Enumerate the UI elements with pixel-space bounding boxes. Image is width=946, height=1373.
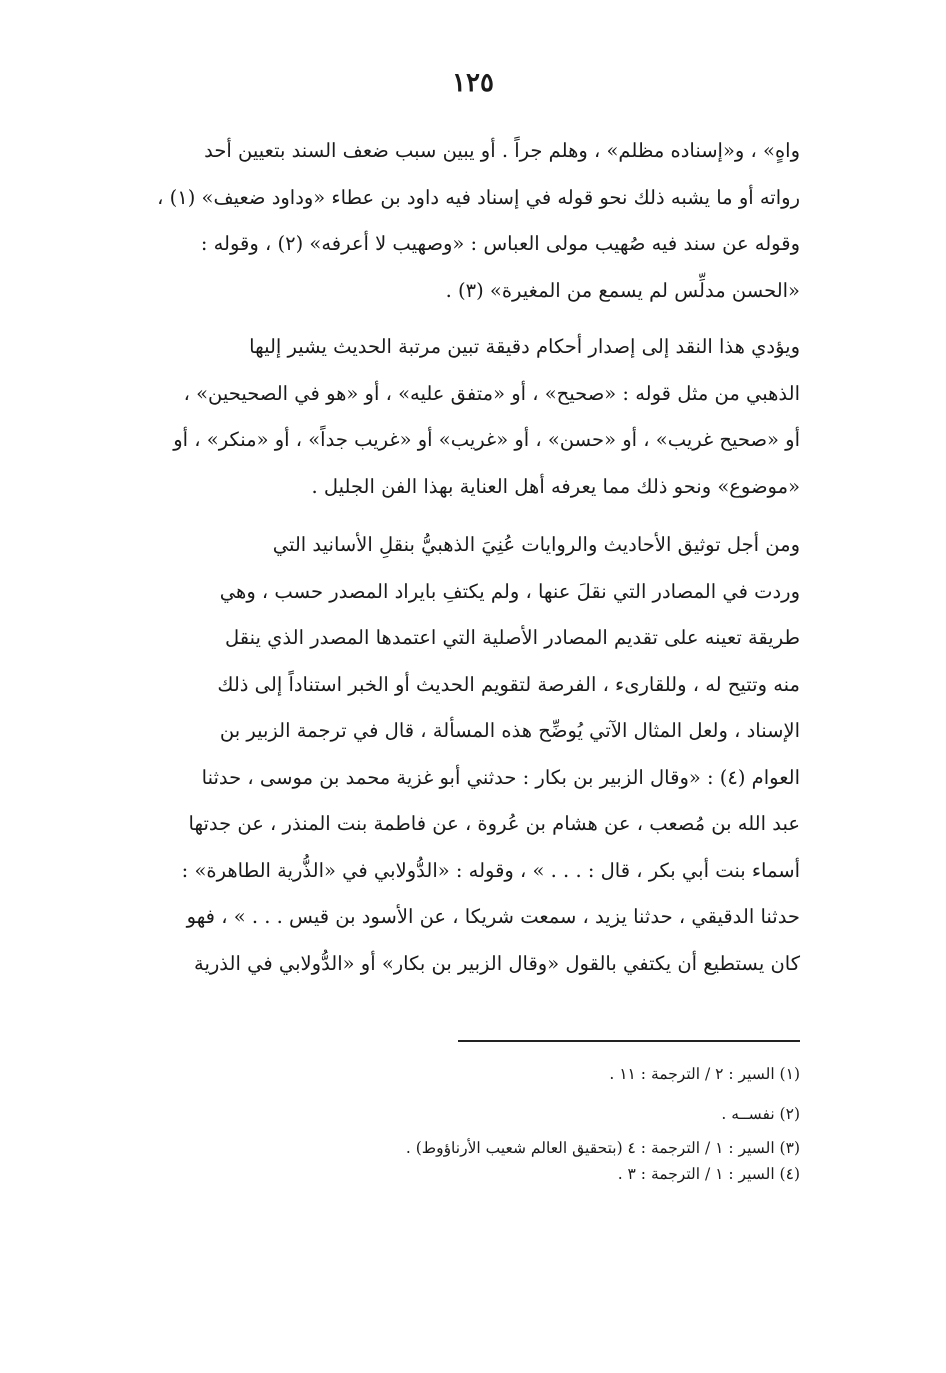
main-text (157, 128, 800, 987)
text-line: عبد الله بن مُصعب ، عن هشام بن عُروة ، عن فاطمة بنت المنذر ، عن جدتها (188, 812, 800, 835)
text-line: ومن أجل توثيق الأحاديث والروايات عُنِيَ الذهبيُّ بنقلِ الأسانيد التي (272, 533, 800, 556)
text-line: العوام (٤) : «وقال الزبير بن بكار : حدثني أبو غزية محمد بن موسى ، حدثنا (201, 765, 800, 789)
text-line: «الحسن مدلِّس لم يسمع من المغيرة» (٣) . (445, 278, 800, 302)
page-number: ١٢٥ (452, 68, 494, 98)
text-line: واهٍ» ، و«إسناده مظلم» ، وهلم جراً . أو يبين سبب ضعف السند بتعيين أحد (204, 139, 800, 162)
text-line: وقوله عن سند فيه صُهيب مولى العباس : «وصهيب لا أعرفه» (٢) ، وقوله : (200, 232, 800, 255)
text-line: وردت في المصادر التي نقلَ عنها ، ولم يكتفِ بايراد المصدر حسب ، وهي (219, 579, 800, 603)
footnote-2: (٢) نفســه . (721, 1105, 800, 1123)
text-line: أو «صحيح غريب» ، أو «حسن» ، أو «غريب» أو «غريب جداً» ، أو «منكر» ، أو (173, 428, 800, 451)
text-line: حدثنا الدقيقي ، حدثنا يزيد ، سمعت شريكا ، عن الأسود بن قيس . . . » ، فهو (186, 905, 800, 928)
text-line: ويؤدي هذا النقد إلى إصدار أحكام دقيقة تبين مرتبة الحديث يشير إليها (249, 335, 800, 358)
paragraph-2 (160, 324, 800, 510)
text-line: الذهبي من مثل قوله : «صحيح» ، أو «متفق عليه» ، أو «هو في الصحيحين» ، (183, 381, 800, 405)
text-line: «موضوع» ونحو ذلك مما يعرفه أهل العناية بهذا الفن الجليل . (311, 474, 800, 498)
footnote-1: (١) السير : ٢ / الترجمة : ١١ . (609, 1065, 800, 1083)
text-line: أسماء بنت أبي بكر ، قال : . . . » ، وقوله : «الدُّولابي في «الذُّرية الطاهرة» : (181, 858, 800, 882)
footnote-3: (٣) السير : ١ / الترجمة : ٤ (بتحقيق العالم شعيب الأرناؤوط) . (405, 1139, 800, 1157)
text-line: منه وتتيح له ، وللقارىء ، الفرصة لتقويم الحديث أو الخبر استناداً إلى ذلك (217, 672, 800, 696)
paragraph-1 (157, 128, 800, 314)
text-line: كان يستطيع أن يكتفي بالقول «وقال الزبير بن بكار» أو «الدُّولابي في الذرية (193, 951, 800, 975)
text-line: رواته أو ما يشبه ذلك نحو قوله في إسناد فيه داود بن عطاء «وداود ضعيف» (١) ، (157, 185, 800, 209)
footnote-divider (458, 1040, 800, 1042)
footnote-4: (٤) السير : ١ / الترجمة : ٣ . (617, 1165, 800, 1183)
text-line: الإسناد ، ولعل المثال الآتي يُوضِّح هذه المسألة ، قال في ترجمة الزبير بن (219, 719, 800, 742)
text-line: طريقة تعينه على تقديم المصادر الأصلية التي اعتمدها المصدر الذي ينقل (225, 626, 800, 649)
paragraph-3 (160, 522, 800, 987)
footnotes (300, 1055, 800, 1187)
